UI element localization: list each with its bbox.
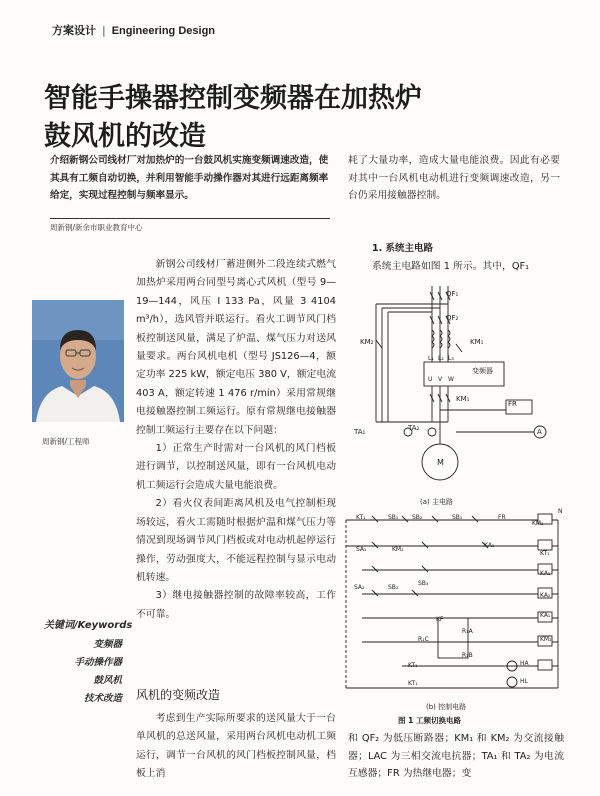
title-line-2: 鼓风机的改造 xyxy=(44,121,206,152)
diagram-label: KT₁ xyxy=(408,680,418,687)
diagram-label: W xyxy=(448,376,454,383)
diagram-label: R₁B xyxy=(462,652,473,659)
body-column-1 xyxy=(136,256,336,624)
diagram-label: TA₂ xyxy=(408,424,420,432)
diagram-label: KM₁ xyxy=(470,338,484,346)
diagram-label: SB₂ xyxy=(388,584,399,591)
diagram-label: SA₁ xyxy=(356,546,367,553)
body-paragraph: 1）正常生产时需对一台风机的风门档板进行调节，以控制送风量，即有一台风机电动机工频运行会造成大量电能浪费。 xyxy=(136,443,336,491)
diagram-label: 变频器 xyxy=(472,367,493,375)
diagram-label: FR xyxy=(508,400,517,408)
diagram-label: TA₁ xyxy=(354,428,366,436)
diagram-label: KA₁ xyxy=(484,542,495,549)
body-paragraph: 新钢公司线材厂蓄进侧外二段连续式燃气加热炉采用两台同型号离心式风机（型号 9—19—144，风压 I 133 Pa，风量 3 4104 m³/h），选风管并联运行。看火工调节风门档板控制送风量，满足了炉温、煤气压力对送风量要求。两台风机电机（型号 JS126—4，额定功率 225 kW，额定电压 380 V，额定电流 403 A，额定转速 1 476 r/min）采用常规继电接触器控制工频运行。原有常规继电接触器控制工频运行主要存在以下问题： xyxy=(136,259,336,436)
diagram-label: KF xyxy=(436,616,444,623)
abstract: 介绍新钢公司线材厂对加热炉的一台鼓风机实施变频调速改造，使其具有工频自动切换，并利用智能手动操作器对其进行远距离频率给定，实现过程控制与频率显示。 xyxy=(50,155,329,201)
diagram-label: R₁A xyxy=(462,628,473,635)
running-header: 方案设计 | Engineering Design xyxy=(52,24,216,37)
keyword-item: 技术改造 xyxy=(83,693,122,704)
diagram-label: HA xyxy=(520,660,529,667)
figure-caption: 图 1 工频切换电路 xyxy=(398,716,461,725)
diagram-label: R₁C xyxy=(418,636,429,643)
body-paragraph: 2）看火仪表间距离风机及电气控制柜现场较远，看火工需随时根据炉温和煤气压力等情况到现场调节风门档板或对电动机起停运行操作，劳动强度大，不能远程控制与显示电动机转速。 xyxy=(136,498,336,583)
diagram-label: L₁ xyxy=(428,355,434,362)
body-paragraph: 考虑到生产实际所要求的送风量大于一台单风机的总送风量，采用两台风机电动机工频运行，调节一台风机的风门档板控制风量，档板上消 xyxy=(136,713,336,780)
diagram-label: KM₂ xyxy=(360,338,374,346)
subsection-heading: 1. 系统主电路 xyxy=(372,243,434,254)
diagram-label: QF₁ xyxy=(446,290,459,298)
diagram-a-caption: (a) 主电路 xyxy=(420,498,453,506)
diagram-label: FR xyxy=(498,514,506,521)
diagram-label: A xyxy=(537,428,542,436)
diagram-label: SB₁ xyxy=(452,514,463,521)
keyword-item: 变频器 xyxy=(93,639,122,650)
body-paragraph: 3）继电接触器控制的故障率较高，工作不可靠。 xyxy=(136,590,336,620)
diagram-label: KM₂ xyxy=(540,636,552,643)
diagram-label: KM₂ xyxy=(392,546,404,553)
keywords-title: 关键词/Keywords xyxy=(44,620,133,631)
diagram-label: M xyxy=(437,458,444,467)
diagram-label: U xyxy=(428,376,433,383)
diagram-label: KT₁ xyxy=(540,550,550,557)
diagram-label: KA₁ xyxy=(540,570,551,577)
diagram-label: KA₁ xyxy=(540,612,551,619)
diagram-label: KT₁ xyxy=(408,662,418,669)
diagram-label: SB₁ xyxy=(388,514,399,521)
control-circuit-diagram xyxy=(342,506,578,698)
diagram-label: HL xyxy=(520,678,528,685)
diagram-label: SB₂ xyxy=(412,514,423,521)
section-cn: 方案设计 xyxy=(52,24,96,37)
body-column-1-continued xyxy=(136,710,336,784)
article-title xyxy=(44,80,464,156)
author-line: 周新钢/新余市职业教育中心 xyxy=(50,223,143,232)
right-column-bottom-text: 和 QF₂ 为低压断路器；KM₁ 和 KM₂ 为交流接触器；LAC 为三相交流电抗器；TA₁ 和 TA₂ 为电流互感器；FR 为热继电器；变 xyxy=(348,733,564,779)
author-photo xyxy=(32,300,124,422)
diagram-label: KM₁ xyxy=(456,395,470,403)
diagram-label: V xyxy=(438,376,443,383)
keyword-item: 鼓风机 xyxy=(93,675,122,686)
diagram-label: KT₁ xyxy=(356,514,366,521)
abstract-divider xyxy=(50,218,330,219)
section-en: Engineering Design xyxy=(111,25,216,37)
diagram-label: QF₂ xyxy=(446,314,459,322)
diagram-label: L₃ xyxy=(448,355,454,362)
diagram-label: SA₂ xyxy=(354,584,365,591)
diagram-label: N xyxy=(558,508,563,515)
right-column-top-text: 耗了大量功率，造成大量电能浪费。因此有必要对其中一台风机电动机进行变频调速改造，另一台仍采用接触器控制。 xyxy=(348,155,560,201)
keyword-item: 手动操作器 xyxy=(74,657,122,668)
subsection-intro: 系统主电路如图 1 所示。其中，QF₁ xyxy=(372,261,530,272)
diagram-label: SB₃ xyxy=(418,580,429,587)
diagram-label: KM₂ xyxy=(532,520,544,527)
diagram-b-caption: (b) 控制电路 xyxy=(426,703,467,711)
section-heading: 风机的变频改造 xyxy=(136,688,221,702)
diagram-label: L₂ xyxy=(438,355,444,362)
title-line-1: 智能手操器控制变频器在加热炉 xyxy=(44,83,422,114)
photo-caption: 周新钢/工程师 xyxy=(42,437,90,446)
diagram-label: KA₂ xyxy=(540,592,551,599)
